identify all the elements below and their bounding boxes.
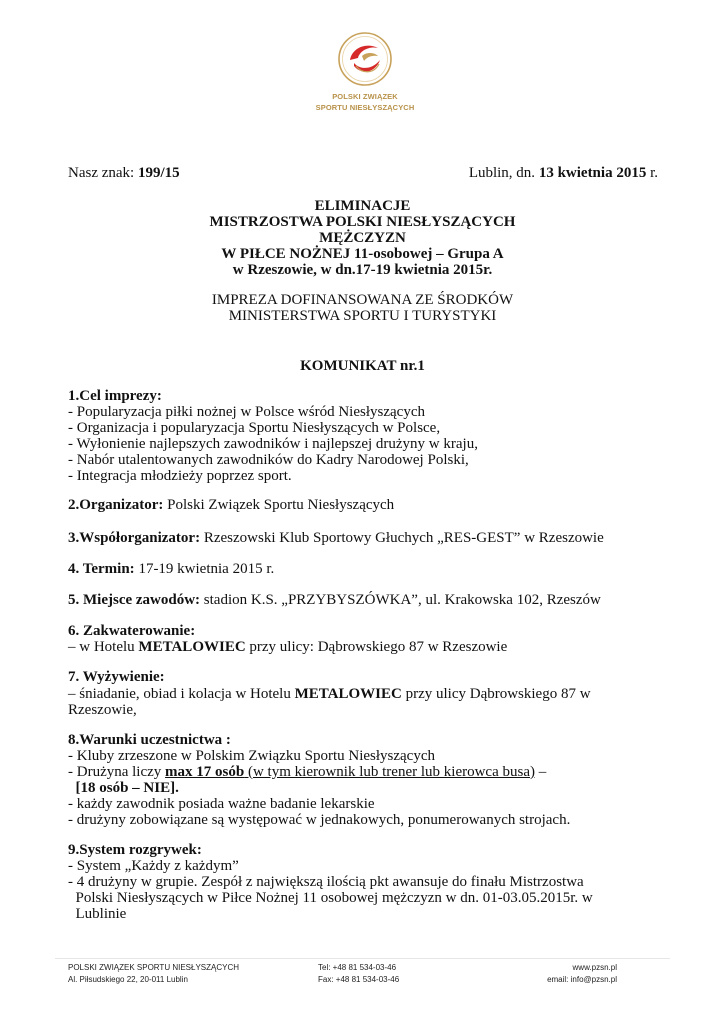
section-6-heading: 6. Zakwaterowanie: (68, 623, 196, 639)
date-value: 13 kwietnia 2015 (538, 165, 647, 181)
footer-tel: Tel: +48 81 534-03-46 (318, 963, 397, 972)
footer-website[interactable]: www.pzsn.pl (572, 963, 617, 972)
document-date (469, 165, 658, 182)
logo-line2: SPORTU NIESŁYSZĄCYCH (315, 103, 415, 112)
list-item: - Integracja młodzieży poprzez sport. (68, 468, 292, 484)
title-line-2: MISTRZOSTWA POLSKI NIESŁYSZĄCYCH (209, 214, 516, 230)
list-item (68, 764, 546, 781)
list-item: - 4 drużyny w grupie. Zespół z największą ilością pkt awansuje do finału Mistrzostwa (68, 874, 584, 890)
max-players-note: (w tym kierownik lub trener lub kierowca busa) (244, 764, 535, 780)
reference-label: Nasz znak: (68, 165, 135, 181)
komunikat-heading: KOMUNIKAT nr.1 (300, 358, 425, 374)
section-2 (68, 497, 394, 514)
section-7-text (68, 686, 591, 703)
section-5-heading: 5. Miejsce zawodów: (68, 592, 201, 608)
logo-line1: POLSKI ZWIĄZEK (332, 92, 398, 101)
item-text: - Drużyna liczy (68, 764, 166, 780)
title-line-1: ELIMINACJE (314, 198, 411, 214)
section-2-heading: 2.Organizator: (68, 497, 164, 513)
section-9-heading: 9.System rozgrywek: (68, 842, 202, 858)
section-4 (68, 561, 274, 578)
place-prefix: Lublin, dn. (468, 165, 536, 181)
list-item: - Nabór utalentowanych zawodników do Kadry Narodowej Polski, (68, 452, 469, 468)
section-1-heading: 1.Cel imprezy: (68, 388, 162, 404)
title-line-4: W PIŁCE NOŻNEJ 11-osobowej – Grupa A (221, 246, 504, 262)
list-item: - Kluby zrzeszone w Polskim Związku Sportu Niesłyszących (68, 748, 435, 764)
section-7-heading: 7. Wyżywienie: (68, 669, 165, 685)
footer-web (547, 962, 617, 986)
list-item: - Organizacja i popularyzacja Sportu Niesłyszących w Polsce, (68, 420, 441, 436)
reference-value: 199/15 (137, 165, 180, 181)
footer-address: Al. Piłsudskiego 22, 20-011 Lublin (68, 975, 188, 984)
footer-email[interactable]: email: info@pzsn.pl (547, 975, 617, 984)
footer-fax: Fax: +48 81 534-03-46 (318, 975, 400, 984)
section-8-heading: 8.Warunki uczestnictwa : (68, 732, 231, 748)
players-limit-note: [18 osób – NIE]. (68, 780, 179, 796)
section-6-text (68, 639, 507, 656)
footer-contact (318, 962, 399, 986)
section-7-post: przy ulicy Dąbrowskiego 87 w (401, 686, 591, 702)
hotel-name: METALOWIEC (294, 686, 402, 702)
max-players: max 17 osób (165, 764, 245, 780)
item-text: – (534, 764, 547, 780)
section-4-heading: 4. Termin: (68, 561, 135, 577)
footer-org-name: POLSKI ZWIĄZEK SPORTU NIESŁYSZĄCYCH (68, 963, 239, 972)
section-3 (68, 530, 604, 547)
footer-organization (68, 962, 239, 986)
section-3-text: Rzeszowski Klub Sportowy Głuchych „RES-GEST” w Rzeszowie (200, 530, 604, 546)
pzsn-emblem-icon (336, 30, 394, 88)
title-line-3: MĘŻCZYZN (319, 230, 406, 246)
hotel-name: METALOWIEC (138, 639, 246, 655)
list-item: - Wyłonienie najlepszych zawodników i najlepszej drużyny w kraju, (68, 436, 478, 452)
section-7-pre: – śniadanie, obiad i kolacja w Hotelu (68, 686, 295, 702)
list-item: - Popularyzacja piłki nożnej w Polsce wśród Niesłyszących (68, 404, 425, 420)
section-2-text: Polski Związek Sportu Niesłyszących (163, 497, 395, 513)
list-item: - każdy zawodnik posiada ważne badanie lekarskie (68, 796, 375, 812)
funding-line-2: MINISTERSTWA SPORTU I TURYSTYKI (228, 308, 497, 324)
section-3-heading: 3.Współorganizator: (68, 530, 201, 546)
list-item: - drużyny zobowiązane są występować w jednakowych, ponumerowanych strojach. (68, 812, 571, 828)
footer-divider (55, 958, 670, 959)
date-suffix: r. (650, 165, 658, 181)
list-item-continuation: Lublinie (68, 906, 127, 922)
list-item-continuation: Polski Niesłyszących w Piłce Nożnej 11 osobowej mężczyzn w dn. 01-03.05.2015r. w (68, 890, 593, 906)
section-4-text: 17-19 kwietnia 2015 r. (134, 561, 275, 577)
section-7-line2: Rzeszowie, (68, 702, 137, 718)
pzsn-logo (310, 30, 420, 113)
section-5-text: stadion K.S. „PRZYBYSZÓWKA”, ul. Krakowska 102, Rzeszów (200, 592, 601, 608)
funding-line-1: IMPREZA DOFINANSOWANA ZE ŚRODKÓW (211, 292, 514, 308)
list-item: - System „Każdy z każdym” (68, 858, 239, 874)
section-6-post: przy ulicy: Dąbrowskiego 87 w Rzeszowie (245, 639, 508, 655)
reference-number (68, 165, 180, 182)
section-6-pre: – w Hotelu (68, 639, 139, 655)
section-5 (68, 592, 601, 609)
title-line-5: w Rzeszowie, w dn.17-19 kwietnia 2015r. (232, 262, 493, 278)
